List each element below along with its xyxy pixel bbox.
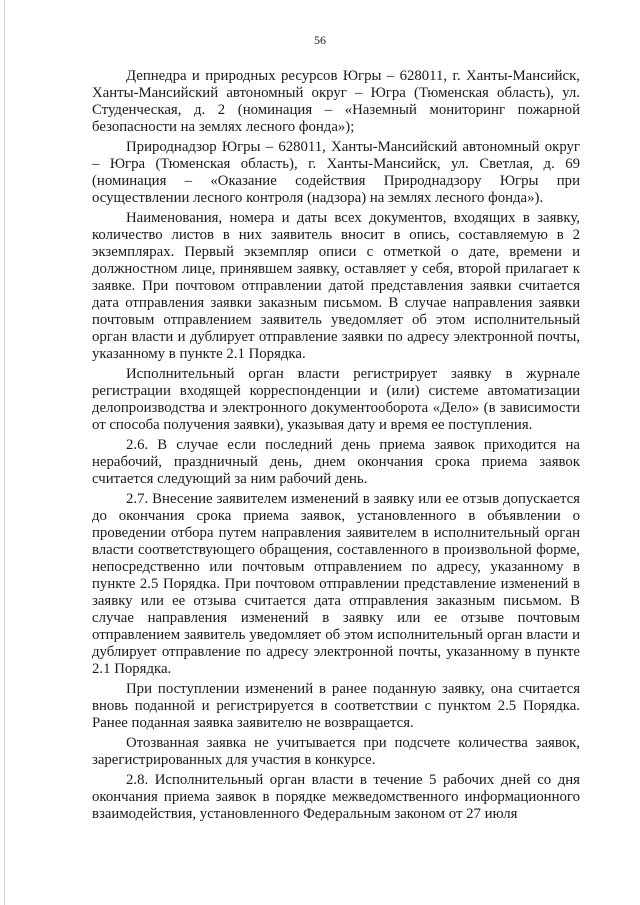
document-body	[92, 68, 580, 823]
paragraph-clause-2-7: 2.7. Внесение заявителем изменений в заявку или ее отзыв допускается до окончания срока приема заявок, установленного в объявлении о проведении отбора путем направления заявителем в исполнительный орган власти соответствующего обращения, составленного в произвольной форме, непосредственно или почтовым отправлением по адресу, указанному в пункте 2.5 Порядка. При почтовом отправлении представление изменений в заявку или ее отзыва считается дата отправления заказным письмом. В случае направления изменений в заявку или ее отзыве почтовым отправлением заявитель уведомляет об этом исполнительный орган власти и дублирует отправление по адресу электронной почты, указанному в пункте 2.1 Порядка.	[92, 491, 580, 677]
paragraph-documents-inventory: Наименования, номера и даты всех документов, входящих в заявку, количество листов в них заявитель вносит в опись, составляемую в 2 экземплярах. Первый экземпляр описи с отметкой о дате, времени и должностном лице, принявшем заявку, оставляет у себя, второй прилагает к заявке. При почтовом отправлении датой представления заявки считается дата отправления заявки заказным письмом. В случае направления заявки почтовым отправлением заявитель уведомляет об этом исполнительный орган власти и дублирует отправление заявки по адресу электронной почты, указанному в пункте 2.1 Порядка.	[92, 210, 580, 362]
page-number: 56	[314, 33, 326, 47]
page-edge	[4, 0, 5, 905]
paragraph-clause-2-6: 2.6. В случае если последний день приема заявок приходится на нерабочий, праздничный день, днем окончания срока приема заявок считается следующий за ним рабочий день.	[92, 437, 580, 487]
paragraph-changes-received: При поступлении изменений в ранее поданную заявку, она считается вновь поданной и регистрируется в соответствии с пунктом 2.5 Порядка. Ранее поданная заявка заявителю не возвращается.	[92, 681, 580, 731]
paragraph-clause-2-8: 2.8. Исполнительный орган власти в течение 5 рабочих дней со дня окончания приема заявок в порядке межведомственного информационного взаимодействия, установленного Федеральным законом от 27 июля	[92, 772, 580, 822]
paragraph-withdrawn-application: Отозванная заявка не учитывается при подсчете количества заявок, зарегистрированных для участия в конкурсе.	[92, 735, 580, 768]
paragraph-registration: Исполнительный орган власти регистрирует заявку в журнале регистрации входящей корреспонденции и (или) системе автоматизации делопроизводства и электронного документооборота «Дело» (в зависимости от способа получения заявки), указывая дату и время ее поступления.	[92, 366, 580, 433]
paragraph-depnedra: Депнедра и природных ресурсов Югры – 628011, г. Ханты-Мансийск, Ханты-Мансийский автономный округ – Югра (Тюменская область), ул. Студенческая, д. 2 (номинация – «Наземный мониторинг пожарной безопасности на землях лесного фонда»);	[92, 68, 580, 135]
paragraph-prirodnadzor: Природнадзор Югры – 628011, Ханты-Мансийский автономный округ – Югра (Тюменская область), г. Ханты-Мансийск, ул. Светлая, д. 69 (номинация – «Оказание содействия Природнадзору Югры при осуществлении лесного контроля (надзора) на землях лесного фонда»).	[92, 139, 580, 206]
